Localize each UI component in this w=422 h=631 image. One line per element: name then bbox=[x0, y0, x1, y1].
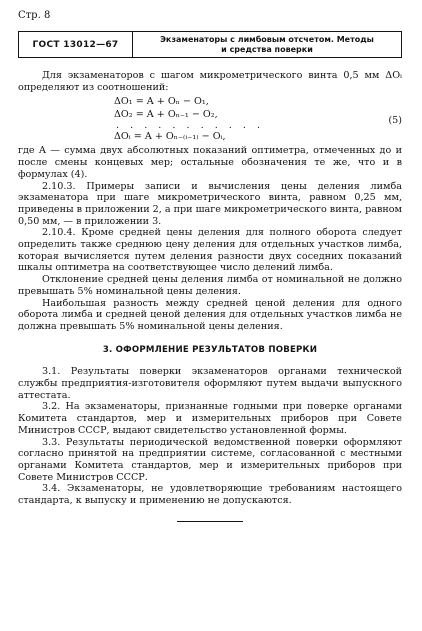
paragraph-deviation: Отклонение средней цены деления лимба от номинальной не должно превышать 5% номинальной цены деления. bbox=[18, 274, 402, 297]
document-body bbox=[18, 70, 402, 522]
paragraph-3-4: 3.4. Экзаменаторы, не удовлетворяющие требованиям настоящего стандарта, к выпуску и применению не допускаются. bbox=[18, 483, 402, 507]
end-rule bbox=[177, 521, 243, 522]
paragraph-max-difference: Наибольшая разность между средней ценой деления для одного оборота лимба и средней ценой деления для отдельных участков лимба не должна превышать 5% номинальной цены деления. bbox=[18, 297, 402, 332]
formula-line-3: ΔOᵢ = A + Oₙ₋₍ᵢ₋₁₎ − Oᵢ, bbox=[114, 131, 226, 143]
formula-5 bbox=[114, 95, 402, 143]
formula-line-1: ΔO₁ = A + Oₙ − O₁, bbox=[114, 96, 209, 108]
page-number: Стр. 8 bbox=[18, 10, 51, 21]
header-title bbox=[133, 32, 401, 57]
formula-line-2: ΔO₂ = A + Oₙ₋₁ − O₂, bbox=[114, 109, 218, 121]
paragraph-intro: Для экзаменаторов с шагом микрометрического винта 0,5 мм ΔOᵢ определяют из соотношений: bbox=[18, 70, 402, 93]
header-title-line1: Экзаменаторы с лимбовым отсчетом. Методы bbox=[160, 35, 374, 44]
paragraph-2-10-4: 2.10.4. Кроме средней цены деления для полного оборота следует определить также среднюю цену деления для отдельных участков лимба, которая вычисляется путем деления разности двух соседних показаний шкалы оптиметра на соответствующее число делений лимба. bbox=[18, 227, 402, 274]
paragraph-3-2: 3.2. На экзаменаторы, признанные годными при поверке органами Комитета стандартов, мер и измерительных приборов при Совете Министров СССР, выдают свидетельство установленной формы. bbox=[18, 401, 402, 436]
paragraph-where: где A — сумма двух абсолютных показаний оптиметра, отмеченных до и после смены концевых мер; остальные обозначения те же, что и в формулах (4). bbox=[18, 145, 402, 180]
section-title: 3. ОФОРМЛЕНИЕ РЕЗУЛЬТАТОВ ПОВЕРКИ bbox=[102, 344, 318, 355]
paragraph-2-10-3: 2.10.3. Примеры записи и вычисления цены деления лимба экзаменатора при шаге микрометрического винта, равном 0,25 мм, приведены в приложении 2, а при шаге микрометрического винта, равном 0,50 мм, — в приложении 3. bbox=[18, 180, 402, 227]
header-title-line2: и средства поверки bbox=[221, 44, 313, 54]
formula-dots: . . . . . . . . . . . bbox=[116, 120, 265, 132]
formula-number: (5) bbox=[388, 115, 402, 127]
header-box bbox=[18, 31, 402, 58]
paragraph-3-1: 3.1. Результаты поверки экзаменаторов органами технической службы предприятия-изготовителя оформляют путем выдачи выпускного аттестата. bbox=[18, 366, 402, 401]
paragraph-3-3: 3.3. Результаты периодической ведомственной поверки оформляют согласно принятой на предприятии системе, согласованной с местными органами Комитета стандартов, мер и измерительных приборов при Совете Министров СССР. bbox=[18, 436, 402, 483]
standard-code: ГОСТ 13012—67 bbox=[19, 32, 133, 57]
